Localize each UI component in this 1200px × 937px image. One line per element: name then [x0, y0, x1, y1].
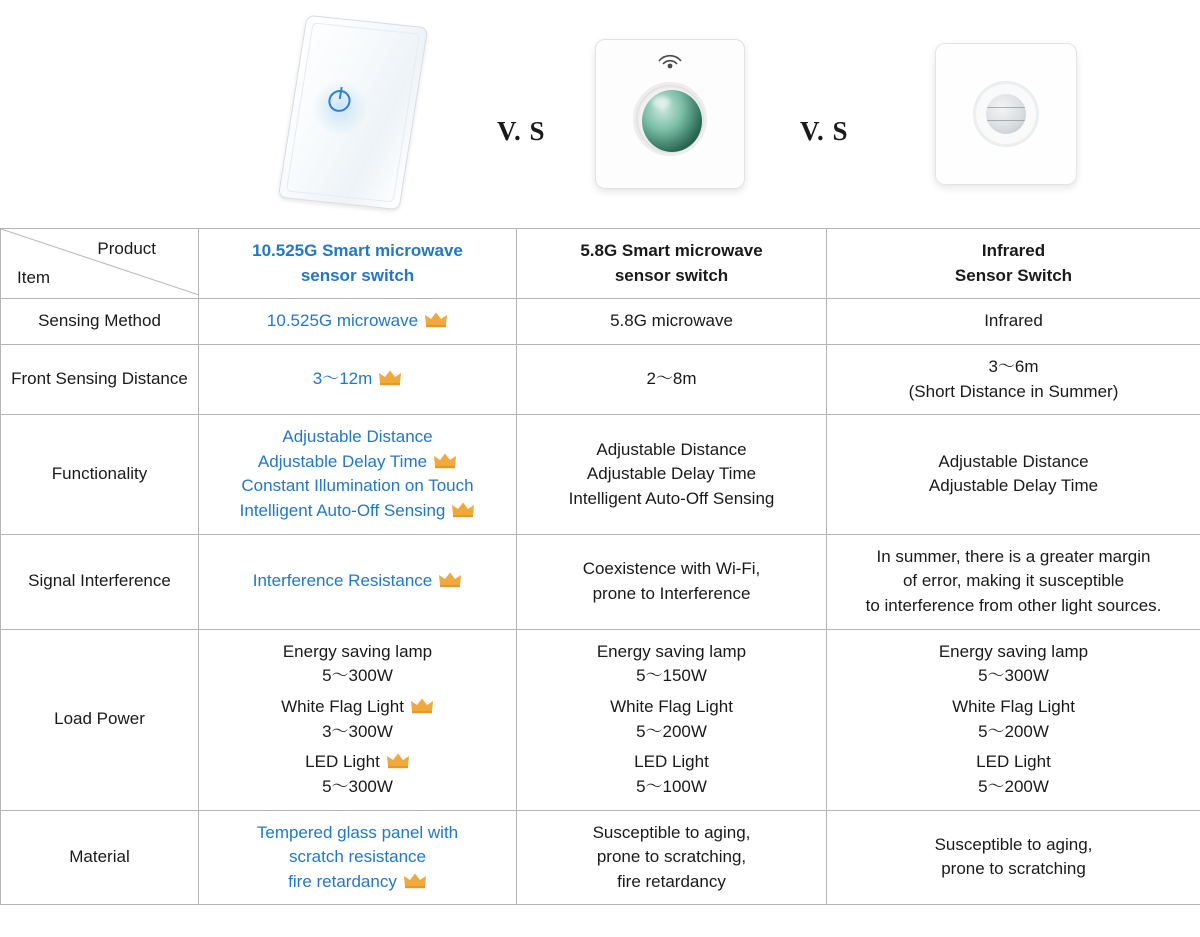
cell-sensing-method-2	[517, 299, 827, 345]
table-row	[1, 299, 1200, 345]
cell-text: White Flag Light	[952, 696, 1075, 716]
column-header-3-line1: Infrared	[981, 241, 1046, 260]
cell-text: 10.525G microwave	[266, 311, 419, 331]
column-header-1-line2: sensor switch	[300, 265, 415, 285]
microwave-dome-icon	[633, 82, 707, 156]
corner-product-label: Product	[97, 239, 156, 258]
row-label-functionality: Functionality	[1, 415, 199, 535]
cell-text: Coexistence with Wi-Fi,	[582, 559, 761, 579]
cell-load-power-3	[827, 629, 1200, 810]
cell-text: Infrared	[984, 311, 1043, 331]
cell-text: Energy saving lamp	[596, 641, 747, 661]
cell-text: scratch resistance	[289, 847, 426, 867]
cell-text: Adjustable Delay Time	[928, 476, 1099, 496]
corner-item-label: Item	[17, 267, 51, 287]
column-header-3-line2: Sensor Switch	[954, 265, 1073, 285]
table-row	[1, 810, 1200, 905]
crown-icon	[386, 752, 410, 769]
cell-text: LED Light	[634, 752, 709, 772]
crown-icon	[438, 571, 462, 588]
cell-text: fire retardancy	[617, 871, 726, 891]
cell-text: Tempered glass panel with	[256, 822, 459, 842]
crown-icon	[410, 697, 434, 714]
cell-text: 5.8G microwave	[610, 311, 733, 331]
cell-text: Adjustable Delay Time	[586, 464, 757, 484]
cell-text: 2～8m	[646, 369, 697, 389]
cell-text: White Flag Light	[610, 696, 733, 716]
cell-text: White Flag Light	[281, 696, 404, 716]
cell-text: Adjustable Distance	[282, 427, 433, 447]
cell-front-distance-1	[199, 344, 517, 414]
table-row	[1, 629, 1200, 810]
table-header-row	[1, 229, 1200, 299]
cell-text: Susceptible to aging,	[934, 834, 1093, 854]
column-header-2-line2: sensor switch	[614, 265, 729, 285]
cell-text: 3～300W	[322, 721, 393, 741]
vs-label-1: V. S	[497, 116, 546, 146]
cell-text: LED Light	[976, 752, 1051, 772]
cell-material-1	[199, 810, 517, 905]
product-image-1	[278, 0, 438, 228]
cell-functionality-2	[517, 415, 827, 535]
cell-text: prone to scratching	[941, 859, 1086, 879]
crown-icon	[378, 369, 402, 386]
cell-signal-1	[199, 534, 517, 629]
cell-text: of error, making it susceptible	[902, 571, 1125, 591]
column-header-2-line1: 5.8G Smart microwave	[580, 241, 763, 260]
cell-text: LED Light	[305, 752, 380, 772]
product-image-3	[935, 0, 1077, 228]
cell-text: 3～6m	[988, 356, 1039, 376]
cell-text: Energy saving lamp	[938, 641, 1089, 661]
cell-text: 5～200W	[636, 721, 707, 741]
crown-icon	[433, 452, 457, 469]
cell-text: 5～100W	[636, 776, 707, 796]
cell-text: Energy saving lamp	[282, 641, 433, 661]
column-header-2	[517, 229, 827, 299]
cell-text: Intelligent Auto-Off Sensing	[568, 488, 775, 508]
column-header-1	[199, 229, 517, 299]
cell-functionality-1	[199, 415, 517, 535]
comparison-table	[0, 228, 1200, 905]
cell-signal-3	[827, 534, 1200, 629]
cell-text: 5～300W	[322, 776, 393, 796]
corner-header-cell	[1, 229, 199, 299]
cell-text: 5～150W	[636, 666, 707, 686]
row-label-material: Material	[1, 810, 199, 905]
cell-text: (Short Distance in Summer)	[908, 381, 1119, 401]
cell-load-power-2	[517, 629, 827, 810]
cell-text: 5～200W	[978, 776, 1049, 796]
cell-text: Adjustable Distance	[938, 451, 1089, 471]
column-header-3	[827, 229, 1200, 299]
cell-text: to interference from other light sources.	[865, 596, 1162, 616]
column-header-1-line1: 10.525G Smart microwave	[252, 241, 463, 260]
cell-text: Adjustable Delay Time	[257, 451, 428, 471]
cell-material-3	[827, 810, 1200, 905]
signal-wave-icon	[655, 54, 685, 77]
table-row	[1, 534, 1200, 629]
cell-text: prone to scratching,	[596, 847, 747, 867]
cell-text: 5～300W	[978, 666, 1049, 686]
cell-text: 5～300W	[322, 666, 393, 686]
crown-icon	[451, 501, 475, 518]
cell-material-2	[517, 810, 827, 905]
cell-sensing-method-1	[199, 299, 517, 345]
cell-front-distance-2	[517, 344, 827, 414]
row-label-load-power: Load Power	[1, 629, 199, 810]
cell-text: In summer, there is a greater margin	[876, 546, 1151, 566]
cell-load-power-1	[199, 629, 517, 810]
table-row	[1, 415, 1200, 535]
cell-functionality-3	[827, 415, 1200, 535]
cell-text: Constant Illumination on Touch	[241, 476, 474, 496]
crown-icon	[403, 872, 427, 889]
cell-sensing-method-3	[827, 299, 1200, 345]
row-label-signal-interference: Signal Interference	[1, 534, 199, 629]
cell-text: Intelligent Auto-Off Sensing	[239, 501, 446, 521]
table-row	[1, 344, 1200, 414]
crown-icon	[424, 311, 448, 328]
power-button-icon	[322, 87, 359, 122]
cell-text: fire retardancy	[288, 871, 397, 891]
cell-text: Adjustable Distance	[596, 439, 747, 459]
cell-text: 5～200W	[978, 721, 1049, 741]
vs-label-2: V. S	[800, 116, 849, 146]
cell-signal-2	[517, 534, 827, 629]
row-label-front-sensing-distance: Front Sensing Distance	[1, 344, 199, 414]
infrared-lens-icon	[986, 94, 1026, 134]
cell-text: prone to Interference	[592, 583, 751, 603]
product-image-band	[0, 0, 1200, 228]
cell-text: 3～12m	[312, 369, 373, 389]
row-label-sensing-method: Sensing Method	[1, 299, 199, 345]
cell-text: Interference Resistance	[252, 571, 433, 591]
cell-text: Susceptible to aging,	[592, 822, 751, 842]
product-image-2	[595, 0, 745, 228]
cell-front-distance-3	[827, 344, 1200, 414]
